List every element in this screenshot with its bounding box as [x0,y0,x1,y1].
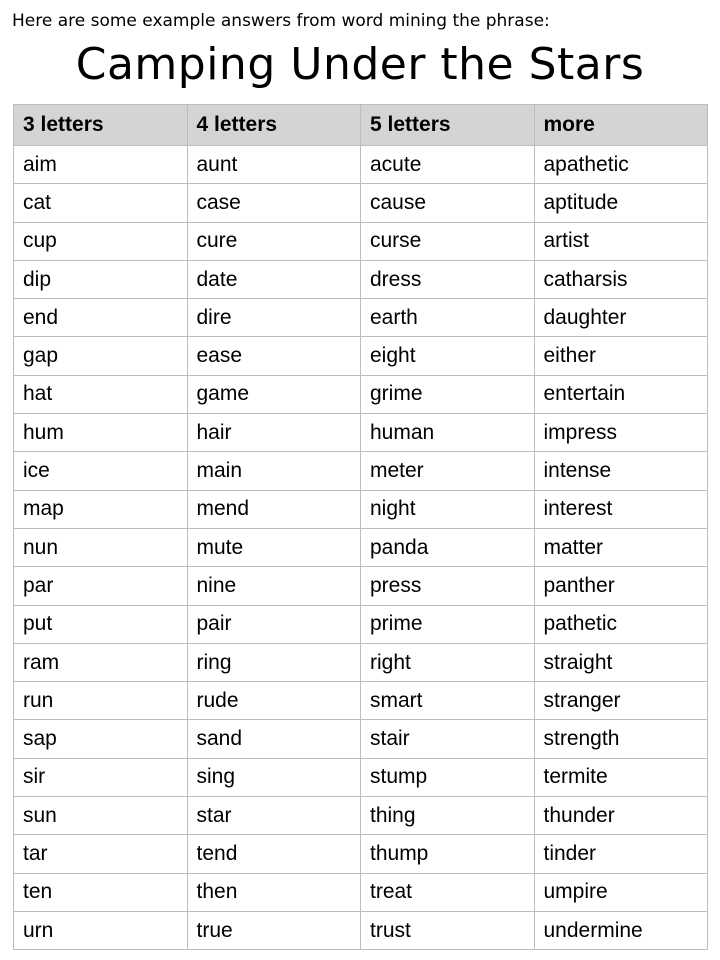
table-cell: prime [361,605,535,643]
table-cell: aptitude [534,184,708,222]
table-cell: undermine [534,911,708,949]
table-cell: matter [534,528,708,566]
table-cell: map [14,490,188,528]
table-cell: thunder [534,797,708,835]
table-cell: stair [361,720,535,758]
table-row [14,758,708,796]
column-header: 3 letters [14,105,188,146]
table-cell: daughter [534,299,708,337]
table-cell: put [14,605,188,643]
table-cell: ease [187,337,361,375]
header-row [14,105,708,146]
word-table-body [14,146,708,950]
table-row [14,490,708,528]
column-header: 4 letters [187,105,361,146]
table-cell: meter [361,452,535,490]
column-header: more [534,105,708,146]
table-cell: curse [361,222,535,260]
table-cell: sand [187,720,361,758]
table-cell: mend [187,490,361,528]
table-cell: night [361,490,535,528]
table-cell: artist [534,222,708,260]
table-cell: true [187,911,361,949]
table-cell: sir [14,758,188,796]
table-row [14,605,708,643]
table-cell: cat [14,184,188,222]
table-row [14,452,708,490]
table-cell: straight [534,643,708,681]
table-cell: interest [534,490,708,528]
table-cell: apathetic [534,146,708,184]
table-cell: star [187,797,361,835]
table-row [14,835,708,873]
table-cell: ring [187,643,361,681]
table-cell: pair [187,605,361,643]
table-cell: earth [361,299,535,337]
table-cell: nine [187,567,361,605]
table-cell: tinder [534,835,708,873]
table-cell: aim [14,146,188,184]
table-cell: hum [14,414,188,452]
table-cell: human [361,414,535,452]
table-cell: either [534,337,708,375]
table-row [14,184,708,222]
table-cell: termite [534,758,708,796]
table-cell: acute [361,146,535,184]
table-cell: dire [187,299,361,337]
table-cell: game [187,375,361,413]
table-cell: stranger [534,682,708,720]
table-cell: press [361,567,535,605]
table-cell: umpire [534,873,708,911]
table-cell: ice [14,452,188,490]
table-cell: cause [361,184,535,222]
page-title: Camping Under the Stars [75,39,645,90]
table-row [14,375,708,413]
intro-text: Here are some example answers from word mining the phrase: [12,11,550,31]
table-cell: mute [187,528,361,566]
table-row [14,643,708,681]
table-cell: impress [534,414,708,452]
table-cell: hat [14,375,188,413]
table-row [14,146,708,184]
table-cell: intense [534,452,708,490]
table-cell: rude [187,682,361,720]
table-cell: nun [14,528,188,566]
table-cell: gap [14,337,188,375]
table-cell: right [361,643,535,681]
table-cell: treat [361,873,535,911]
table-cell: par [14,567,188,605]
table-cell: sun [14,797,188,835]
table-cell: tar [14,835,188,873]
table-cell: run [14,682,188,720]
table-row [14,682,708,720]
table-cell: eight [361,337,535,375]
table-row [14,797,708,835]
table-cell: end [14,299,188,337]
table-row [14,720,708,758]
table-cell: entertain [534,375,708,413]
table-cell: sing [187,758,361,796]
table-row [14,567,708,605]
table-cell: pathetic [534,605,708,643]
table-cell: tend [187,835,361,873]
word-table-header [14,105,708,146]
table-cell: panda [361,528,535,566]
table-row [14,528,708,566]
table-cell: then [187,873,361,911]
table-cell: case [187,184,361,222]
table-cell: date [187,260,361,298]
table-cell: hair [187,414,361,452]
table-cell: thing [361,797,535,835]
word-table [13,104,708,950]
table-cell: stump [361,758,535,796]
table-row [14,911,708,949]
table-cell: cure [187,222,361,260]
column-header: 5 letters [361,105,535,146]
table-cell: sap [14,720,188,758]
table-cell: panther [534,567,708,605]
table-cell: main [187,452,361,490]
table-cell: cup [14,222,188,260]
table-cell: grime [361,375,535,413]
table-cell: ram [14,643,188,681]
table-cell: dip [14,260,188,298]
table-cell: smart [361,682,535,720]
table-row [14,299,708,337]
table-row [14,414,708,452]
table-row [14,873,708,911]
table-cell: ten [14,873,188,911]
table-cell: thump [361,835,535,873]
table-row [14,222,708,260]
table-row [14,337,708,375]
table-cell: catharsis [534,260,708,298]
table-cell: dress [361,260,535,298]
table-cell: urn [14,911,188,949]
table-row [14,260,708,298]
table-cell: aunt [187,146,361,184]
table-cell: trust [361,911,535,949]
table-cell: strength [534,720,708,758]
